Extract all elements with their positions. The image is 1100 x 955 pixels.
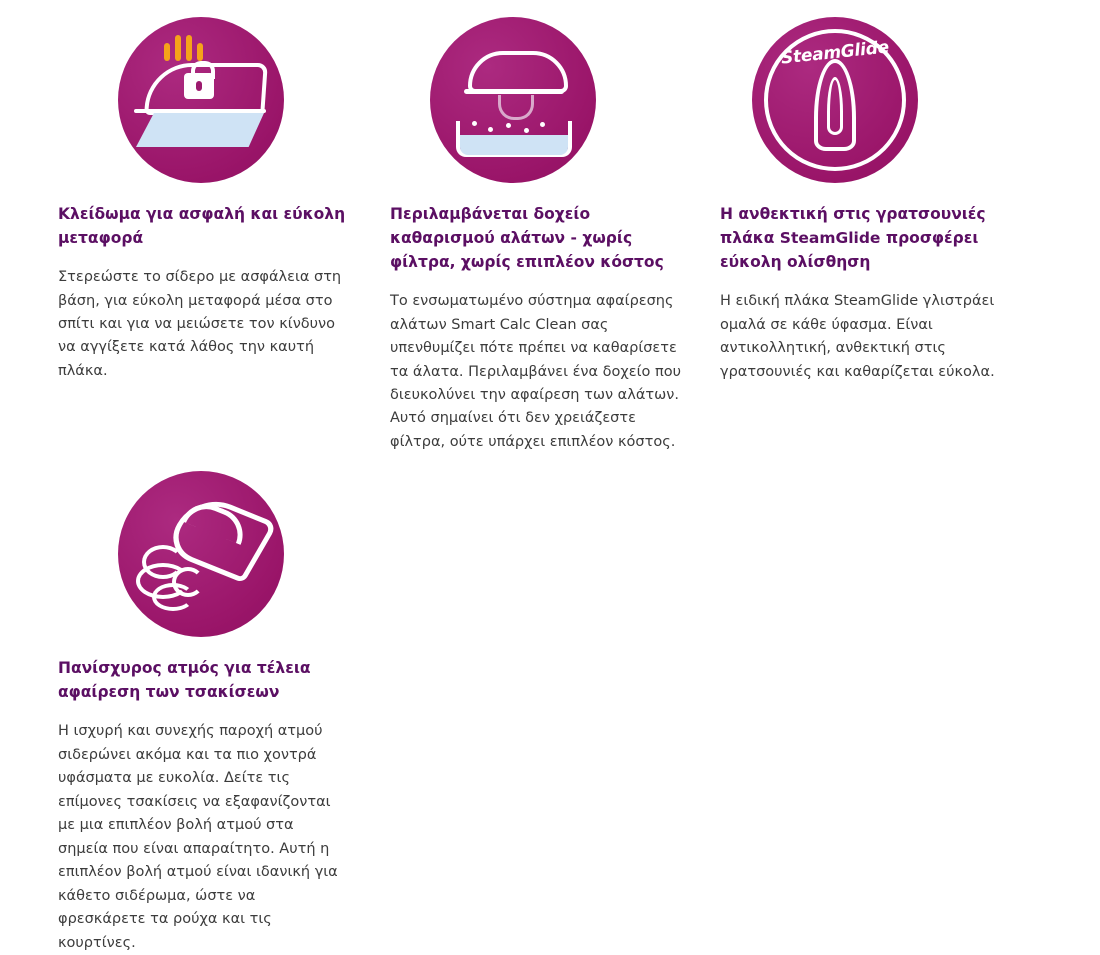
- feature-icon-wrap: [720, 10, 1070, 190]
- feature-title: Περιλαμβάνεται δοχείο καθαρισμού αλάτων - χωρίς φίλτρα, χωρίς επιπλέον κόστος: [390, 205, 664, 272]
- lock-keyhole-shape: [196, 81, 202, 91]
- iron-base-shape: [136, 113, 264, 147]
- feature-body: Στερεώστε το σίδερο με ασφάλεια στη βάση, για εύκολη μεταφορά μέσα στο σπίτι και για να μειώσετε τον κίνδυνο να αγγίξετε κατά λάθος την καυτή πλάκα.: [58, 269, 342, 379]
- steam-shape: [498, 95, 534, 120]
- feature-icon-wrap: [360, 10, 710, 190]
- iron-plate-shape: [464, 89, 564, 94]
- feature-body: Το ενσωματωμένο σύστημα αφαίρεσης αλάτων Smart Calc Clean σας υπενθυμίζει πότε πρέπει να καθαρίσετε τα άλατα. Περιλαμβάνει ένα δοχείο που διευκολύνει την αφαίρεση των αλάτων. Αυτό σημαίνει ότι δεν χρειάζεστε φίλτρα, ούτε υπάρχει επιπλέον κόστος.: [390, 293, 682, 450]
- feature-card: [0, 10, 360, 454]
- feature-title: Κλείδωμα για ασφαλή και εύκολη μεταφορά: [58, 205, 346, 248]
- iron-body-shape: [468, 51, 568, 93]
- feature-body: Η ισχυρή και συνεχής παροχή ατμού σιδερώνει ακόμα και τα πιο χοντρά υφάσματα με ευκολία. Δείτε τις επίμονες τσακίσεις να εξαφανίζονται με μια επιπλέον βολή ατμού στα σημεία που είναι απαραίτητο. Αυτή η επιπλέον βολή ατμού είναι ιδανική για κάθετο σιδέρωμα, ώστε να φρεσκάρετε τα ρούχα και τις κουρτίνες.: [58, 723, 338, 951]
- feature-icon-wrap: [0, 464, 350, 644]
- feature-card: [720, 10, 1080, 454]
- descaling-container-icon: [430, 17, 596, 183]
- feature-icon-wrap: [0, 10, 350, 190]
- feature-title: Η ανθεκτική στις γρατσουνιές πλάκα SteamGlide προσφέρει εύκολη ολίσθηση: [720, 205, 986, 272]
- feature-body: Η ειδική πλάκα SteamGlide γλιστράει ομαλά σε κάθε ύφασμα. Είναι αντικολλητική, ανθεκτική στις γρατσουνιές και καθαρίζεται εύκολα.: [720, 293, 995, 380]
- iron-lock-icon: [118, 17, 284, 183]
- feature-card: [0, 464, 360, 955]
- powerful-steam-icon: [118, 471, 284, 637]
- feature-title: Πανίσχυρος ατμός για τέλεια αφαίρεση των τσακίσεων: [58, 659, 311, 702]
- steamglide-soleplate-icon: [752, 17, 918, 183]
- feature-card: [360, 10, 720, 454]
- steamglide-wordmark: SteamGlide: [780, 37, 890, 69]
- heat-sparkle-icon: [162, 31, 210, 61]
- water-shape: [460, 135, 568, 155]
- iron-plate-shape: [134, 109, 266, 113]
